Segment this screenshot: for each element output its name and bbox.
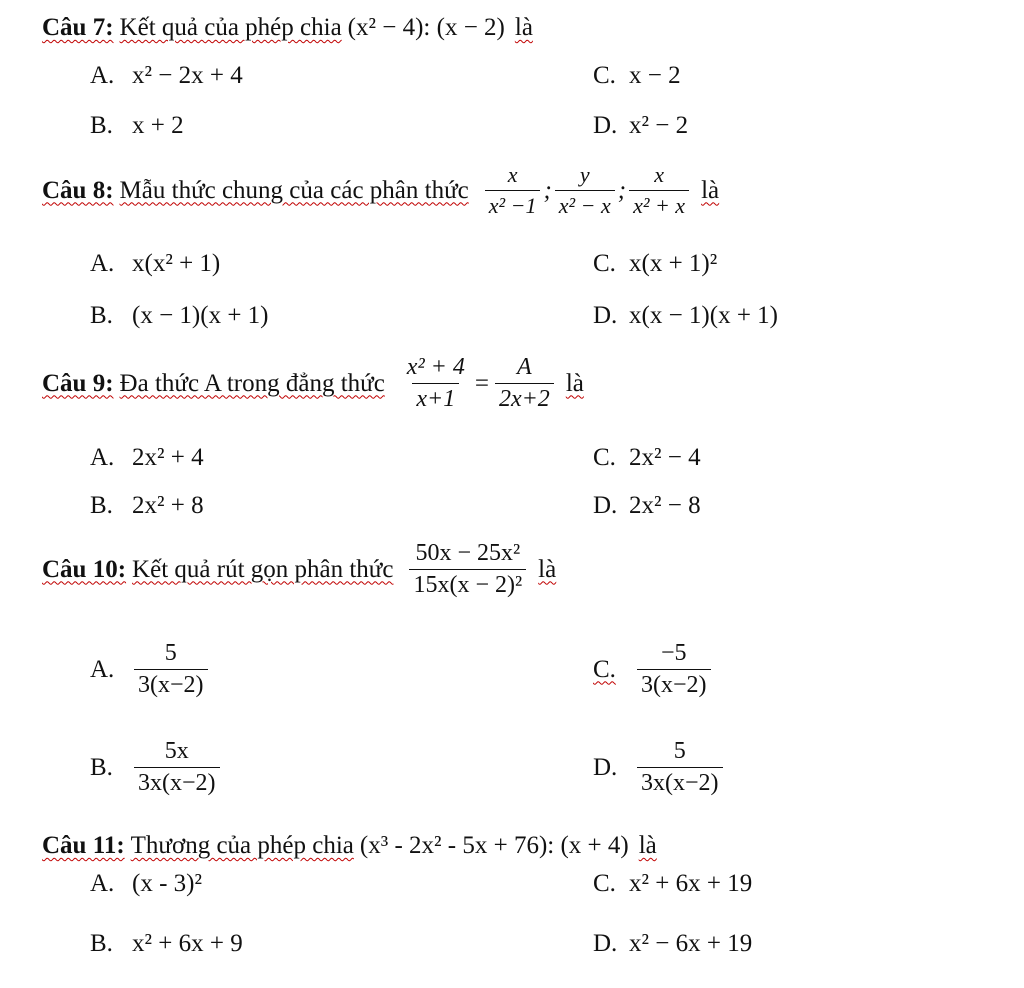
option-value: x − 2	[629, 62, 681, 89]
question-10-end: là	[538, 555, 557, 583]
option-value: 2x² + 8	[132, 492, 204, 519]
question-11-label: Câu 11:	[42, 832, 125, 859]
option-label: B.	[90, 930, 113, 957]
option-fraction	[134, 738, 220, 797]
option-label: B.	[90, 492, 113, 519]
option-label: A.	[90, 62, 115, 89]
question-7-expression: (x² − 4): (x − 2)	[347, 14, 505, 41]
question-11-text: Thương của phép chia	[130, 832, 354, 859]
option-label: A.	[90, 870, 115, 897]
question-10-option-d	[593, 738, 725, 797]
question-10-option-c	[593, 640, 713, 699]
option-value: x² − 2x + 4	[132, 62, 243, 89]
question-7-option-b	[90, 112, 184, 140]
option-value: (x - 3)²	[132, 870, 202, 897]
fraction-numerator: −5	[660, 640, 687, 666]
equation-left-fraction	[403, 354, 469, 413]
question-7-option-d	[593, 112, 688, 140]
question-8-text: Mẫu thức chung của các phân thức	[119, 176, 469, 204]
fraction-separator: ;	[543, 176, 552, 204]
option-value: x² + 6x + 9	[132, 930, 243, 957]
question-8-label: Câu 8:	[42, 176, 114, 204]
equals-sign: =	[474, 369, 489, 397]
question-10-option-b	[90, 738, 222, 797]
fraction-numerator: 50x − 25x²	[415, 540, 521, 566]
option-label: D.	[593, 302, 618, 329]
question-7-end: là	[514, 14, 533, 41]
option-label: A.	[90, 444, 115, 471]
question-11-option-b	[90, 930, 243, 958]
question-9-option-d	[593, 492, 701, 520]
fraction-numerator: A	[517, 354, 532, 380]
question-10-label: Câu 10:	[42, 555, 127, 583]
question-7-option-c	[593, 62, 681, 90]
question-8-option-d	[593, 302, 778, 330]
option-fraction	[637, 640, 711, 699]
fraction-denominator: x² + x	[629, 190, 689, 219]
fraction-denominator: x² −1	[485, 190, 541, 219]
question-7-label: Câu 7:	[42, 14, 114, 41]
question-11-expression: (x³ - 2x² - 5x + 76): (x + 4)	[359, 832, 629, 859]
question-10-fraction	[409, 540, 526, 599]
fraction-1	[485, 162, 541, 219]
question-8-option-c	[593, 250, 717, 278]
fraction-3	[629, 162, 689, 219]
option-label: D.	[593, 492, 618, 519]
fraction-numerator: 5x	[164, 738, 189, 764]
question-8-option-b	[90, 302, 269, 330]
equation-right-fraction	[495, 354, 554, 413]
question-11-option-a	[90, 870, 202, 898]
fraction-denominator: 3x(x−2)	[637, 767, 723, 797]
fraction-denominator: 2x+2	[495, 383, 554, 413]
question-11-option-c	[593, 870, 752, 898]
option-label: C.	[593, 655, 616, 683]
option-label: A.	[90, 655, 115, 683]
option-value: x(x − 1)(x + 1)	[629, 302, 778, 329]
question-9-option-b	[90, 492, 204, 520]
option-value: 2x² − 4	[629, 444, 701, 471]
question-8-option-a	[90, 250, 220, 278]
option-label: D.	[593, 753, 618, 781]
fraction-denominator: 3(x−2)	[134, 669, 208, 699]
option-label: B.	[90, 302, 113, 329]
fraction-denominator: 3(x−2)	[637, 669, 711, 699]
question-7	[42, 14, 533, 42]
fraction-numerator: x	[654, 162, 664, 187]
question-9-equation	[401, 354, 556, 413]
fraction-numerator: 5	[673, 738, 686, 764]
question-11-end: là	[638, 832, 657, 859]
question-9-label: Câu 9:	[42, 369, 114, 397]
question-10	[42, 540, 556, 599]
question-8	[42, 162, 719, 219]
question-9-end: là	[565, 369, 584, 397]
fraction-numerator: x² + 4	[406, 354, 465, 380]
option-value: x² + 6x + 19	[629, 870, 753, 897]
option-label: D.	[593, 112, 618, 139]
option-value: x² − 2	[629, 112, 689, 139]
option-value: x(x + 1)²	[629, 250, 718, 277]
option-label: D.	[593, 930, 618, 957]
question-8-fractions	[483, 162, 691, 219]
question-8-end: là	[701, 176, 720, 204]
question-9-option-a	[90, 444, 204, 472]
option-label: C.	[593, 250, 616, 277]
question-11-option-d	[593, 930, 752, 958]
fraction-separator: ;	[617, 176, 627, 204]
option-value: 2x² + 4	[132, 444, 204, 471]
option-fraction	[637, 738, 723, 797]
option-label: C.	[593, 870, 616, 897]
question-9-text: Đa thức A trong đẳng thức	[119, 369, 385, 397]
option-label: A.	[90, 250, 115, 277]
question-9-option-c	[593, 444, 701, 472]
option-value: x² − 6x + 19	[629, 930, 753, 957]
option-label: C.	[593, 62, 616, 89]
option-label: C.	[593, 444, 616, 471]
fraction-denominator: x² − x	[555, 190, 615, 219]
fraction-numerator: y	[579, 162, 590, 187]
option-value: x(x² + 1)	[132, 250, 221, 277]
option-value: 2x² − 8	[629, 492, 701, 519]
option-label: B.	[90, 753, 113, 781]
fraction-denominator: 3x(x−2)	[134, 767, 220, 797]
fraction-2	[555, 162, 615, 219]
question-9	[42, 354, 584, 413]
option-value: (x − 1)(x + 1)	[132, 302, 269, 329]
question-7-text: Kết quả của phép chia	[119, 14, 342, 41]
fraction-denominator: x+1	[412, 383, 459, 413]
question-10-text: Kết quả rút gọn phân thức	[132, 555, 394, 583]
fraction-numerator: x	[507, 162, 518, 187]
fraction-denominator: 15x(x − 2)²	[409, 569, 526, 599]
question-10-option-a	[90, 640, 210, 699]
fraction-numerator: 5	[164, 640, 177, 666]
option-fraction	[134, 640, 208, 699]
question-11	[42, 832, 657, 860]
option-value: x + 2	[132, 112, 184, 139]
question-7-option-a	[90, 62, 243, 90]
option-label: B.	[90, 112, 113, 139]
